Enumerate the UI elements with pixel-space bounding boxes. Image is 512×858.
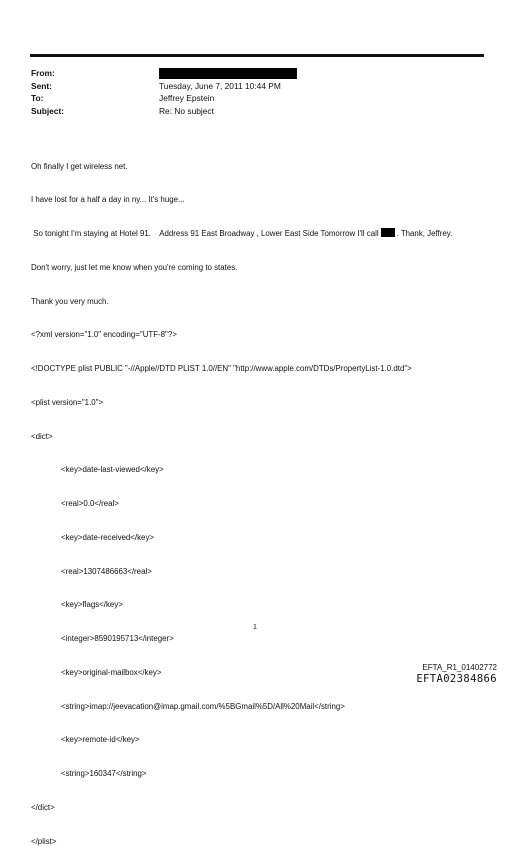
subject-row	[31, 105, 481, 118]
redaction-block	[381, 228, 395, 237]
body-line-part: So tonight I'm staying at Hotel 91. Address 91 East Broadway , Lower East Side Tomorrow I'll call	[31, 229, 379, 238]
xml-line: <real>0.0</real>	[61, 499, 119, 508]
xml-line: <string>imap://jeevacation@imap.gmail.com/%5BGmail%5D/All%20Mail</string>	[61, 701, 345, 711]
xml-line: </plist>	[31, 836, 57, 846]
top-rule	[30, 54, 484, 57]
to-label: To:	[31, 93, 44, 104]
email-body	[31, 138, 487, 858]
xml-line: <real>1307486663</real>	[61, 566, 152, 576]
from-value	[159, 67, 481, 80]
bates-number-small: EFTA_R1_01402772	[422, 663, 497, 672]
email-header	[31, 67, 481, 117]
bates-number-large: EFTA02384866	[416, 673, 497, 685]
sent-value: Tuesday, June 7, 2011 10:44 PM	[159, 80, 281, 91]
xml-line: </dict>	[31, 802, 55, 812]
from-row	[31, 67, 481, 80]
sent-label: Sent:	[31, 80, 52, 91]
body-line: Don't worry, just let me know when you're coming to states.	[31, 262, 238, 272]
xml-line: <string>160347</string>	[61, 769, 147, 778]
subject-value: Re: No subject	[159, 105, 214, 116]
xml-line: <key>date-last-viewed</key>	[61, 465, 164, 475]
body-line: I have lost for a half a day in ny... It's huge...	[31, 195, 185, 205]
sent-row	[31, 80, 481, 93]
xml-line: <key>remote-id</key>	[61, 735, 140, 745]
subject-label: Subject:	[31, 105, 65, 116]
to-row	[31, 92, 481, 105]
xml-line: <?xml version="1.0" encoding="UTF-8"?>	[31, 330, 177, 340]
redaction-block	[159, 68, 297, 79]
xml-line: <key>date-received</key>	[61, 532, 154, 542]
body-line: Thank you very much.	[31, 296, 109, 306]
xml-line: <key>original-mailbox</key>	[61, 667, 162, 677]
body-line-part: . Thank, Jeffrey.	[396, 229, 453, 238]
xml-line: <plist version="1.0">	[31, 397, 104, 407]
xml-line: <integer>8590195713</integer>	[61, 634, 174, 643]
xml-line: <key>flags</key>	[61, 600, 123, 610]
xml-line: <!DOCTYPE plist PUBLIC "-//Apple//DTD PLIST 1.0//EN" "http://www.apple.com/DTDs/PropertyList-1.0.dtd">	[31, 364, 412, 373]
xml-line: <dict>	[31, 431, 53, 441]
from-label: From:	[31, 68, 55, 78]
page-number: 1	[253, 624, 257, 631]
body-line: Oh finally I get wireless net.	[31, 161, 128, 171]
to-value: Jeffrey Epstein	[159, 93, 215, 104]
body-line	[31, 228, 487, 239]
